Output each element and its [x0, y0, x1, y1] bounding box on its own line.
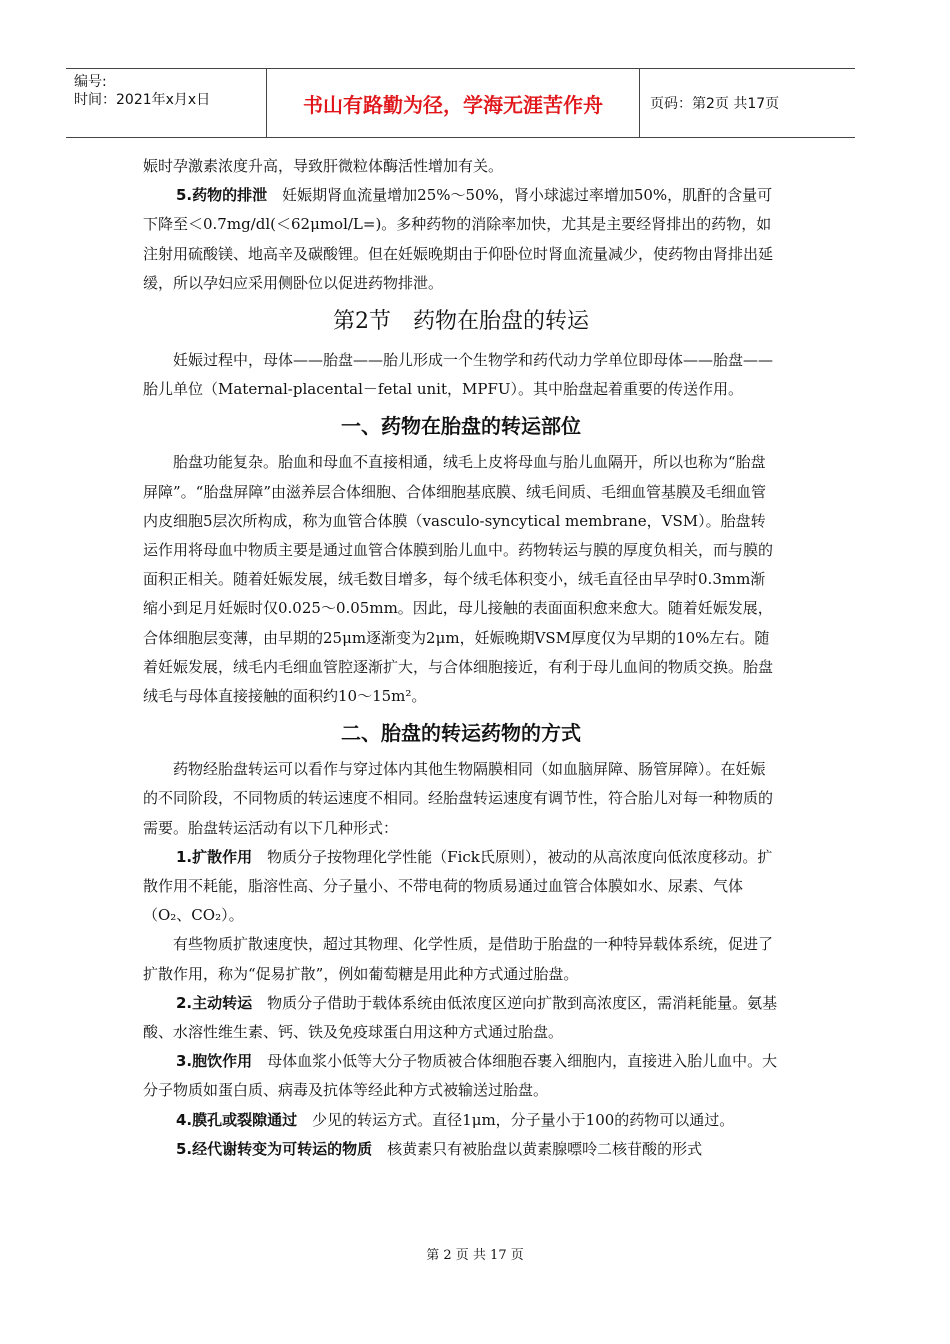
paragraph-text: 物质分子按物理化学性能（Fick氏原则），被动的从高浓度向低浓度移动。扩散作用不耗能，脂溶性高、分子量小、不带电荷的物质易通过血管合体膜如水、尿素、气体（O₂、CO₂）。	[143, 847, 773, 925]
paragraph: 娠时孕激素浓度升高，导致肝微粒体酶活性增加有关。	[143, 157, 504, 175]
item-heading: 2.主动转运	[176, 993, 253, 1012]
paragraph: 妊娠过程中，母体——胎盘——胎儿形成一个生物学和药代动力学单位即母体——胎盘——胎儿单位（Maternal-placental－fetal unit，MPFU）。其中胎盘起着重要的传送作用。	[143, 351, 774, 399]
item-heading: 5.药物的排泄	[176, 186, 268, 205]
paragraph: 药物经胎盘转运可以看作与穿过体内其他生物隔膜相同（如血脑屏障、肠管屏障）。在妊娠的不同阶段，不同物质的转运速度不相同。经胎盘转运速度有调节性，符合胎儿对每一种物质的需要。胎盘转运活动有以下几种形式：	[143, 760, 774, 837]
item-heading: 3.胞饮作用	[176, 1052, 253, 1071]
paragraph	[143, 181, 779, 298]
item-heading: 4.膜孔或裂隙通过	[176, 1110, 298, 1129]
header-number: 编号:	[74, 74, 107, 90]
paragraph-text: 物质分子借助于载体系统由低浓度区逆向扩散到高浓度区，需消耗能量。氨基酸、水溶性维生素、钙、铁及免疫球蛋白用这种方式通过胎盘。	[143, 993, 778, 1042]
header-meta	[66, 69, 267, 137]
section-title: 第2节 药物在胎盘的转运	[333, 309, 589, 335]
paragraph	[143, 1135, 779, 1164]
paragraph-text: 核黄素只有被胎盘以黄素腺嘌呤二核苷酸的形式	[387, 1139, 703, 1158]
page-header	[66, 68, 855, 138]
paragraph	[143, 1047, 779, 1105]
document-body	[143, 152, 779, 1164]
subsection-title: 一、药物在胎盘的转运部位	[341, 414, 581, 439]
paragraph	[143, 1106, 779, 1135]
header-time: 时间：2021年x月x日	[74, 92, 211, 108]
paragraph-text: 妊娠期肾血流量增加25%～50%，肾小球滤过率增加50%，肌酐的含量可下降至＜0.7mg/dl(＜62μmol/L=)。多种药物的消除率加快，尤其是主要经肾排出的药物，如注射用硫酸镁、地高辛及碳酸锂。但在妊娠晚期由于仰卧位时肾血流量减少，使药物由肾排出延缓，所以孕妇应采用侧卧位以促进药物排泄。	[143, 186, 774, 292]
paragraph-text: 少见的转运方式。直径1μm，分子量小于100的药物可以通过。	[312, 1110, 735, 1129]
paragraph-text: 母体血浆小低等大分子物质被合体细胞吞裹入细胞内，直接进入胎儿血中。大分子物质如蛋白质、病毒及抗体等经此种方式被输送过胎盘。	[143, 1052, 778, 1100]
header-page-number: 页码：第2页 共17页	[650, 96, 780, 112]
subsection-title: 二、胎盘的转运药物的方式	[341, 721, 581, 746]
header-motto: 书山有路勤为径，学海无涯苦作舟	[267, 69, 640, 137]
item-heading: 5.经代谢转变为可转运的物质	[176, 1139, 373, 1158]
paragraph	[143, 843, 779, 931]
paragraph: 胎盘功能复杂。胎血和母血不直接相通，绒毛上皮将母血与胎儿血隔开，所以也称为“胎盘屏障”。“胎盘屏障”由滋养层合体细胞、合体细胞基底膜、绒毛间质、毛细血管基膜及毛细血管内皮细胞5层次所构成，称为血管合体膜（vasculo-syncytical membrane，VSM）。胎盘转运作用将母血中物质主要是通过血管合体膜到胎儿血中。药物转运与膜的厚度负相关，而与膜的面积正相关。随着妊娠发展，绒毛数目增多，每个绒毛体积变小，绒毛直径由早孕时0.3mm渐缩小到足月妊娠时仅0.025～0.05mm。因此，母儿接触的表面面积愈来愈大。随着妊娠发展，合体细胞层变薄，由早期的25μm逐渐变为2μm，妊娠晚期VSM厚度仅为早期的10%左右。随着妊娠发展，绒毛内毛细血管腔逐渐扩大，与合体细胞接近，有利于母儿血间的物质交换。胎盘绒毛与母体直接接触的面积约10～15m²。	[143, 453, 774, 706]
item-heading: 1.扩散作用	[176, 847, 253, 866]
page-footer: 第 2 页 共 17 页	[426, 1248, 524, 1263]
paragraph: 有些物质扩散速度快，超过其物理、化学性质，是借助于胎盘的一种特异载体系统，促进了扩散作用，称为“促易扩散”，例如葡萄糖是用此种方式通过胎盘。	[143, 935, 774, 983]
paragraph	[143, 989, 779, 1047]
